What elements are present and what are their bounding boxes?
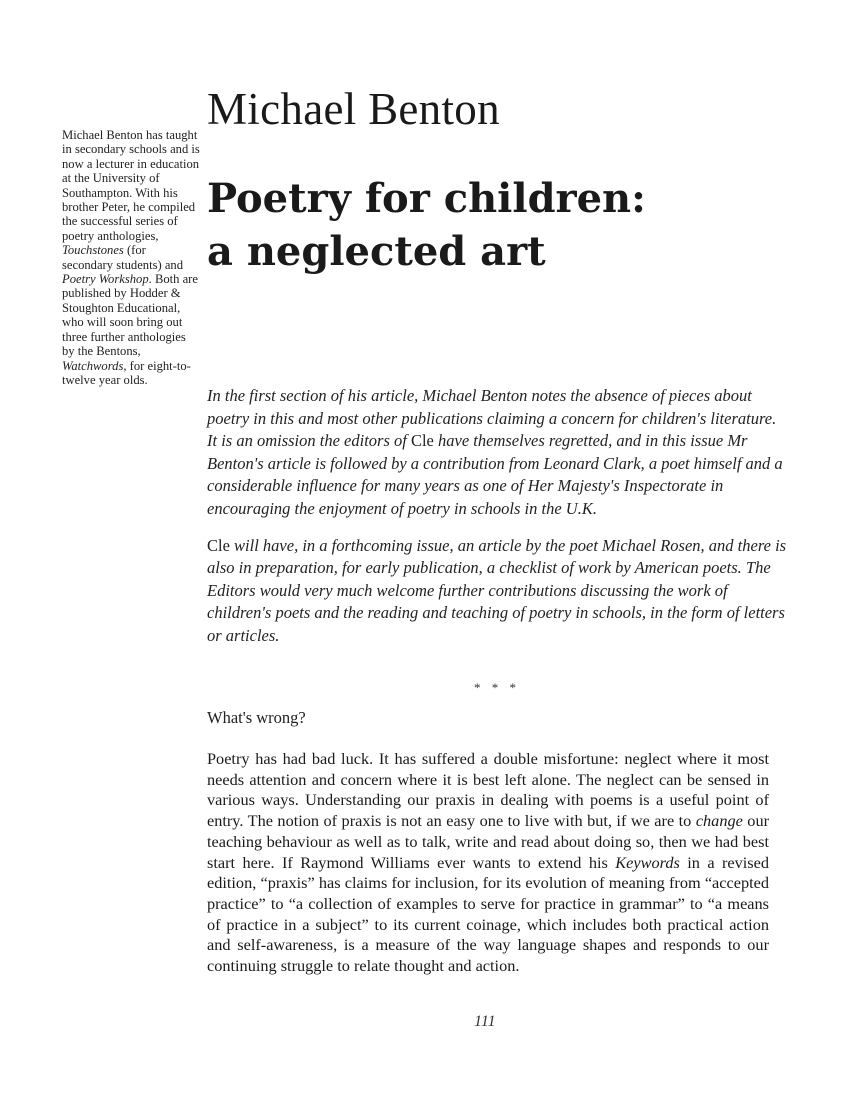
intro-text-part: have themselves regretted, and in this issue Mr Benton's article is followed by a contribution from Leonard Clark, a poet himself and a considerable influence for many years as one of Her Majesty's Inspectorate in encouraging the enjoyment of poetry in schools in the U.K. (207, 431, 783, 518)
author-bio-text (62, 128, 200, 387)
body-text-part: Poetry has had bad luck. It has suffered a double misfortune: neglect where it most needs attention and concern where it is best left alone. The neglect can be sensed in various ways. Understanding our praxis in dealing with poems is a useful point of entry. The notion of praxis is not an easy one to live with but, if we are to (207, 749, 769, 831)
section-heading: What's wrong? (207, 708, 306, 727)
bio-title-poetry-workshop: Poetry Workshop (62, 272, 149, 287)
intro-text-part: will have, in a forthcoming issue, an article by the poet Michael Rosen, and there is also in preparation, for early publication, a checklist of work by American poets. The Editors would very much welcome further contributions discussing the work of children's poets and the reading and teaching of poetry in schools, in the form of letters or articles. (207, 535, 787, 645)
bio-text-part: , for eight-to-twelve year olds. (62, 358, 191, 387)
bio-title-watchwords: Watchwords (62, 358, 124, 373)
body-text-part: in a revised edition, “praxis” has claims for inclusion, for its evolution of meaning from “accepted practice” to “a collection of examples to serve for practice in grammar” to “a means of practice in a subject” to its current coinage, which includes both practical action and self-awareness, is a measure of the way language shapes and responds to our continuing struggle to relate thought and action. (207, 852, 769, 976)
body-text-part: our teaching behaviour as well as to talk, write and read about doing so, then we had best start here. If Raymond Williams ever wants to extend his (207, 811, 770, 872)
bio-text-part: . Both are published by Hodder & Stoughton Educational, who will soon bring out three further anthologies by the Bentons, (62, 272, 198, 359)
body-paragraph (207, 749, 769, 977)
intro-paragraph-1 (207, 385, 787, 521)
journal-name: Cle (410, 431, 434, 451)
title-line-2: a neglected art (207, 228, 546, 275)
body-text (207, 749, 769, 977)
book-title-keywords: Keywords (615, 852, 680, 872)
journal-name: Cle (207, 535, 230, 555)
page-number: 111 (474, 1013, 496, 1030)
intro-text-part: In the first section of his article, Michael Benton notes the absence of pieces about poetry in this and most other publications claiming a concern for children's literature. It is an omission the editors of (207, 386, 777, 451)
bio-text-part: Michael Benton has taught in secondary schools and is now a lecturer in education at the University of Southampton. With his brother Peter, he compiled the successful series of poetry anthologies, (62, 128, 200, 243)
editorial-intro (207, 385, 787, 662)
bio-title-touchstones: Touchstones (62, 243, 124, 258)
section-separator: * * * (474, 680, 520, 695)
bio-text-part: (for secondary students) and (62, 243, 184, 272)
title-line-1: Poetry for children: (207, 175, 646, 222)
author-name: Michael Benton (207, 84, 500, 134)
emphasis-change: change (695, 811, 743, 831)
article-title (207, 172, 646, 278)
intro-paragraph-2 (207, 535, 787, 648)
author-bio (62, 128, 200, 387)
